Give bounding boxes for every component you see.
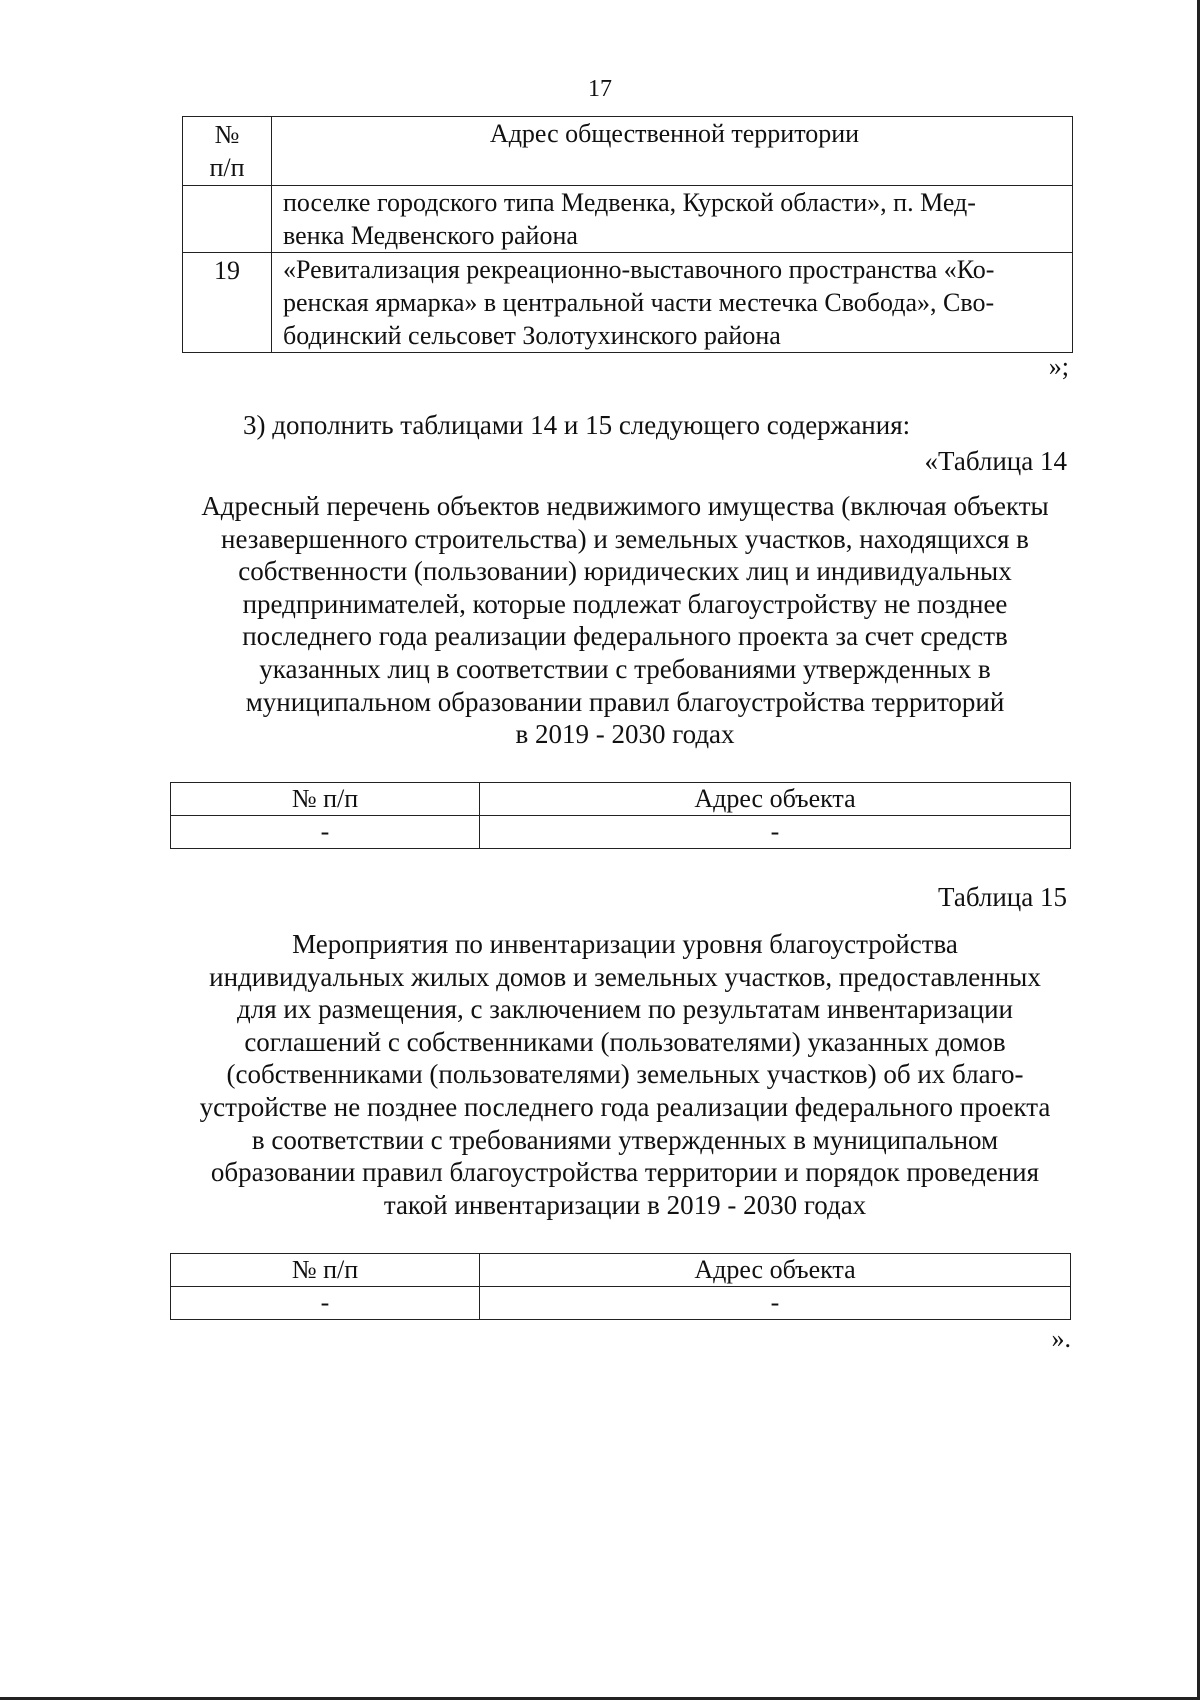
row-number: - xyxy=(171,816,480,849)
table-header-row xyxy=(171,1254,1071,1287)
continuation-table xyxy=(182,116,1073,353)
closing-quote: »; xyxy=(1048,352,1069,381)
table-14 xyxy=(170,782,1071,849)
table-14-heading: Адресный перечень объектов недвижимого имущества (включая объекты незавершенного строительства) и земельных участков, находящихся в собственности (пользовании) юридических лиц и индивидуальных предпринимателей, которые подлежат благоустройству не позднее последнего года реализации федерального проекта за счет средств указанных лиц в соответствии с требованиями утвержденных в муниципальном образовании правил благоустройства территорий в 2019 - 2030 годах xyxy=(201,491,1049,750)
column-header-num: № п/п xyxy=(171,1254,480,1287)
column-header-address: Адрес объекта xyxy=(480,783,1071,816)
row-address: поселке городского типа Медвенка, Курской области», п. Мед- венка Медвенского района xyxy=(272,186,1073,253)
column-header-num: № п/п xyxy=(183,117,272,186)
column-header-address: Адрес общественной территории xyxy=(272,117,1073,186)
row-number: 19 xyxy=(183,253,272,353)
table-row xyxy=(171,816,1071,849)
row-number xyxy=(183,186,272,253)
table-row xyxy=(183,186,1073,253)
amendment-text: 3) дополнить таблицами 14 и 15 следующего содержания: xyxy=(243,410,911,440)
table-15-caption: Таблица 15 xyxy=(938,882,1067,912)
table-row xyxy=(171,1287,1071,1320)
closing-quote: ». xyxy=(1051,1324,1071,1353)
column-header-address: Адрес объекта xyxy=(480,1254,1071,1287)
page-number: 17 xyxy=(588,76,612,102)
row-address: «Ревитализация рекреационно-выставочного пространства «Ко- ренская ярмарка» в центральной части местечка Свобода», Сво- бодинский сельсовет Золотухинского района xyxy=(272,253,1073,353)
row-address: - xyxy=(480,816,1071,849)
column-header-num: № п/п xyxy=(171,783,480,816)
table-15-heading: Мероприятия по инвентаризации уровня благоустройства индивидуальных жилых домов и земельных участков, предоставленных для их размещения, с заключением по результатам инвентаризации соглашений с собственниками (пользователями) указанных домов (собственниками (пользователями) земельных участков) об их благо- устройстве не позднее последнего года реализации федерального проекта в соответствии с требованиями утвержденных в муниципальном образовании правил благоустройства территории и порядок проведения такой инвентаризации в 2019 - 2030 годах xyxy=(199,929,1051,1220)
row-address: - xyxy=(480,1287,1071,1320)
row-number: - xyxy=(171,1287,480,1320)
table-14-caption: «Таблица 14 xyxy=(924,446,1067,476)
table-15 xyxy=(170,1253,1071,1320)
table-row xyxy=(183,253,1073,353)
table-header-row xyxy=(183,117,1073,186)
table-header-row xyxy=(171,783,1071,816)
